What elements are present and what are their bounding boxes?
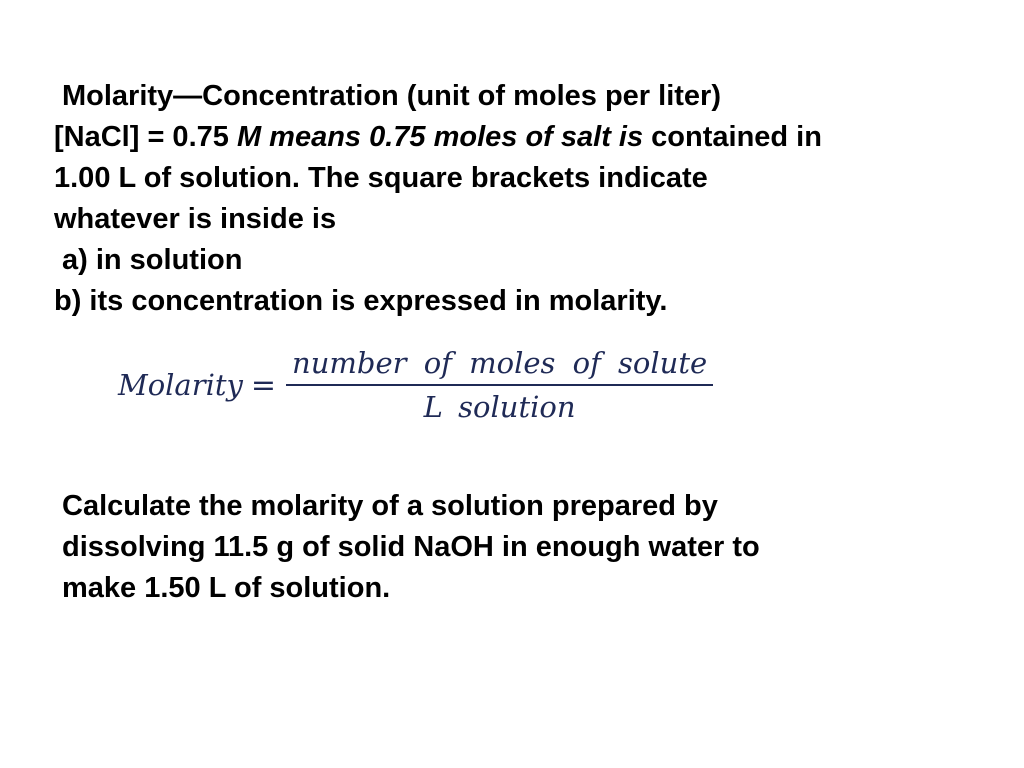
intro-text-block <box>54 76 822 322</box>
problem-text-block <box>62 486 760 609</box>
problem-line-3: make 1.50 L of solution. <box>62 572 391 604</box>
heading-molarity: Molarity—Concentration (unit of moles per liter) <box>62 80 721 112</box>
nacl-definition-line <box>54 117 822 158</box>
intro-line-3: 1.00 L of solution. The square brackets indicate <box>54 162 708 194</box>
problem-line-2: dissolving 11.5 g of solid NaOH in enough water to <box>62 531 760 563</box>
formula-denominator: L solution <box>423 390 576 424</box>
intro-line-4: whatever is inside is <box>54 203 337 235</box>
formula-numerator: number of moles of solute <box>286 346 713 386</box>
formula-fraction <box>286 346 713 424</box>
formula-lhs: Molarity <box>118 368 243 402</box>
nacl-italic-phrase: M means 0.75 moles of salt is <box>236 121 644 153</box>
problem-line-1: Calculate the molarity of a solution prepared by <box>62 490 718 522</box>
formula-equals: = <box>250 367 277 403</box>
nacl-suffix: contained in <box>643 121 822 153</box>
nacl-prefix: [NaCl] = 0.75 <box>54 121 237 153</box>
molarity-formula <box>118 340 713 430</box>
list-item-b: b) its concentration is expressed in molarity. <box>54 285 668 317</box>
list-item-a: a) in solution <box>62 244 243 276</box>
